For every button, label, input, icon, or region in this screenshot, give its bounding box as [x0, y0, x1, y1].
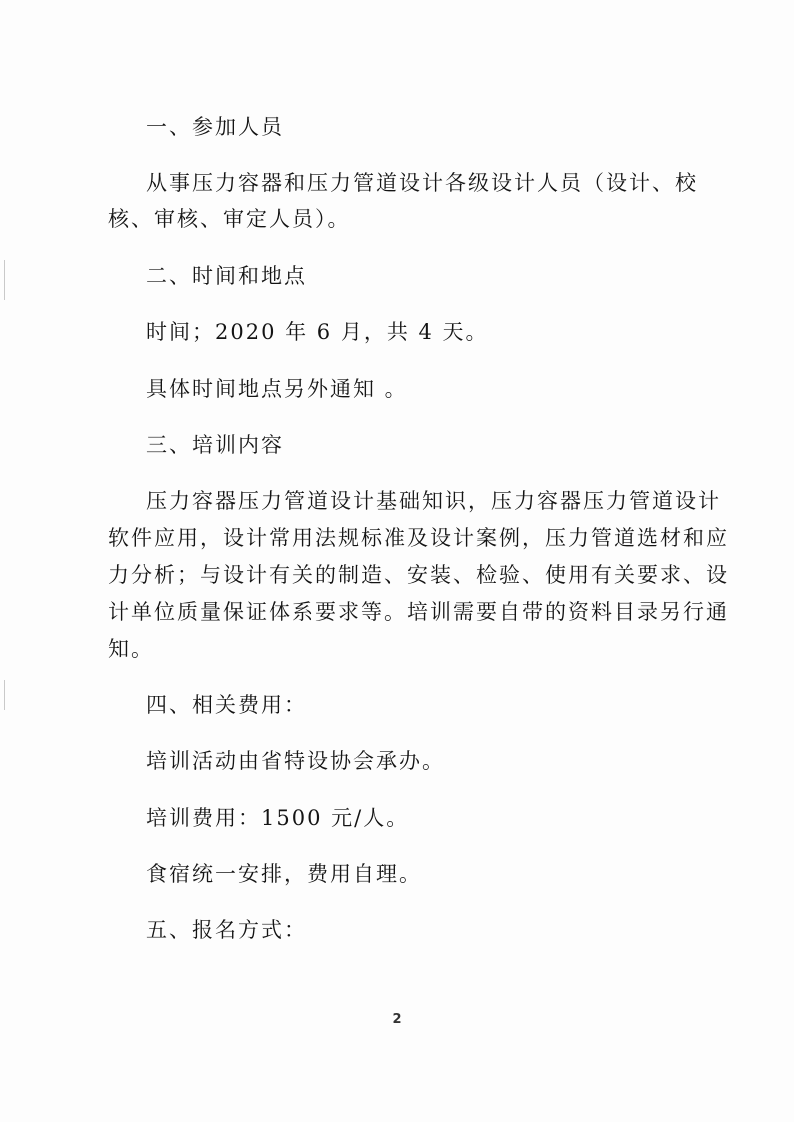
paragraph-line: 食宿统一安排，费用自理。: [146, 862, 422, 886]
paragraph-line: 计单位质量保证体系要求等。培训需要自带的资料目录另行通: [108, 600, 729, 624]
paragraph-line: 培训活动由省特设协会承办。: [146, 749, 445, 773]
paragraph-line: 力分析；与设计有关的制造、安装、检验、使用有关要求、设: [108, 563, 729, 587]
section-heading-training-content: 三、培训内容: [146, 433, 284, 457]
section-heading-time-place: 二、时间和地点: [146, 264, 307, 288]
paragraph-line: 具体时间地点另外通知 。: [146, 377, 408, 401]
paragraph-line: 核、审核、审定人员）。: [108, 207, 351, 231]
paragraph-line: 培训费用：1500 元/人。: [146, 806, 410, 830]
paragraph-line: 知。: [108, 637, 154, 661]
page-number: 2: [392, 1012, 402, 1027]
section-heading-fees: 四、相关费用：: [146, 693, 307, 717]
scan-artifact: [4, 680, 5, 710]
paragraph-line: 时间；2020 年 6 月，共 4 天。: [146, 320, 489, 344]
paragraph-line: 从事压力容器和压力管道设计各级设计人员（设计、校: [146, 171, 698, 195]
paragraph-line: 压力容器压力管道设计基础知识，压力容器压力管道设计: [146, 489, 721, 513]
paragraph-line: 软件应用，设计常用法规标准及设计案例，压力管道选材和应: [108, 526, 729, 550]
section-heading-participants: 一、参加人员: [146, 115, 284, 139]
section-heading-registration: 五、报名方式：: [146, 918, 307, 942]
scan-artifact: [4, 260, 5, 300]
